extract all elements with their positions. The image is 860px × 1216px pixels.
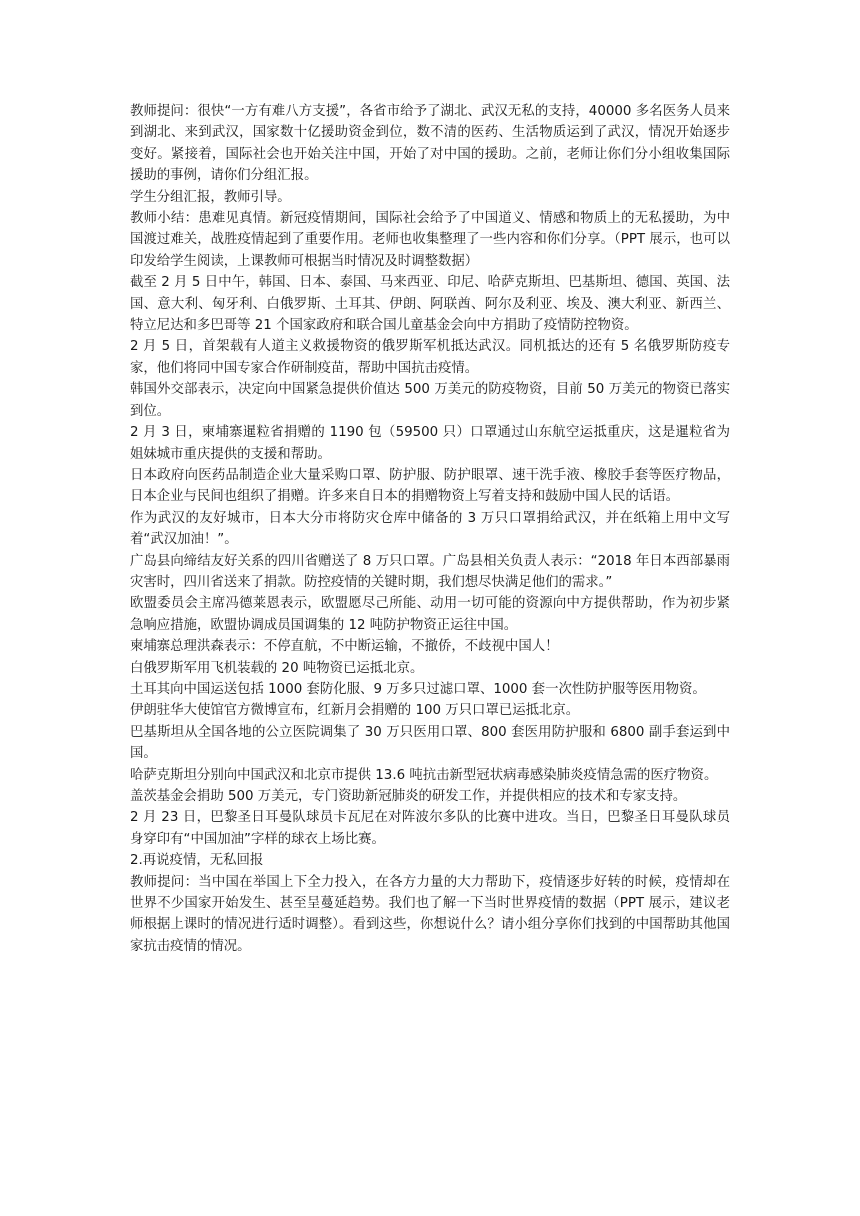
paragraph-oita: 作为武汉的友好城市，日本大分市将防灾仓库中储备的 3 万只口罩捐给武汉，并在纸箱上用中文写着“武汉加油！”。 <box>130 510 730 548</box>
paragraph-iran: 伊朗驻华大使馆官方微博宣布，红新月会捐赠的 100 万只口罩已运抵北京。 <box>130 703 580 719</box>
section-heading: 2.再说疫情，无私回报 <box>130 853 264 869</box>
paragraph-hun-sen: 柬埔寨总理洪森表示：不停直航，不中断运输，不撤侨，不歧视中国人！ <box>130 639 559 655</box>
paragraph-teacher-question-2: 教师提问：当中国在举国上下全力投入，在各方力量的大力帮助下，疫情逐步好转的时候，疫情却在世界不少国家开始发生、甚至呈蔓延趋势。我们也了解一下当时世界疫情的数据（PPT 展示，建议老师根据上课时的情况进行适时调整）。看到这些，你想说什么？请小组分享你们找到的中国帮助其他国家抗击疫情的情况。 <box>130 874 730 954</box>
paragraph-student-report: 学生分组汇报，教师引导。 <box>130 189 291 205</box>
paragraph-japan-government: 日本政府向医药品制造企业大量采购口罩、防护服、防护眼罩、速干洗手液、橡胶手套等医疗物品，日本企业与民间也组织了捐赠。许多来自日本的捐赠物资上写着支持和鼓励中国人民的话语。 <box>130 467 730 505</box>
paragraph-belarus: 白俄罗斯军用飞机装载的 20 吨物资已运抵北京。 <box>130 660 424 676</box>
paragraph-pakistan: 巴基斯坦从全国各地的公立医院调集了 30 万只医用口罩、800 套医用防护服和 6800 副手套运到中国。 <box>130 724 730 762</box>
paragraph-eu: 欧盟委员会主席冯德莱恩表示，欧盟愿尽己所能、动用一切可能的资源向中方提供帮助，作为初步紧急响应措施，欧盟协调成员国调集的 12 吨防护物资正运往中国。 <box>130 596 730 633</box>
paragraph-kazakhstan: 哈萨克斯坦分别向中国武汉和北京市提供 13.6 吨抗击新型冠状病毒感染肺炎疫情急需的医疗物资。 <box>130 767 718 783</box>
paragraph-korea: 韩国外交部表示，决定向中国紧急提供价值达 500 万美元的防疫物资，目前 50 万美元的物资已落实到位。 <box>130 382 730 419</box>
document-page <box>130 101 730 957</box>
paragraph-hiroshima: 广岛县向缔结友好关系的四川省赠送了 8 万只口罩。广岛县相关负责人表示：“2018 年日本西部暴雨灾害时，四川省送来了捐款。防控疫情的关键时期，我们想尽快满足他们的需求。” <box>130 553 730 590</box>
paragraph-russia: 2 月 5 日，首架载有人道主义救援物资的俄罗斯军机抵达武汉。同机抵达的还有 5 名俄罗斯防疫专家，他们将同中国专家合作研制疫苗，帮助中国抗击疫情。 <box>130 339 730 376</box>
paragraph-21-countries: 截至 2 月 5 日中午，韩国、日本、泰国、马来西亚、印尼、哈萨克斯坦、巴基斯坦、德国、英国、法国、意大利、匈牙利、白俄罗斯、土耳其、伊朗、阿联酋、阿尔及利亚、埃及、澳大利亚、新西兰、特立尼达和多巴哥等 21 个国家政府和联合国儿童基金会向中方捐助了疫情防控物资。 <box>130 275 730 334</box>
paragraph-teacher-summary: 教师小结：患难见真情。新冠疫情期间，国际社会给予了中国道义、情感和物质上的无私援助，为中国渡过难关，战胜疫情起到了重要作用。老师也收集整理了一些内容和你们分享。（PPT 展示，也可以印发给学生阅读，上课教师可根据当时情况及时调整数据） <box>130 211 730 269</box>
paragraph-turkey: 土耳其向中国运送包括 1000 套防化服、9 万多只过滤口罩、1000 套一次性防护服等医用物资。 <box>130 681 706 697</box>
paragraph-teacher-question-1: 教师提问：很快“一方有难八方支援”，各省市给予了湖北、武汉无私的支持，40000 多名医务人员来到湖北、来到武汉，国家数十亿援助资金到位，数不清的医药、生活物质运到了武汉，情况开始逐步变好。紧接着，国际社会也开始关注中国，开始了对中国的援助。之前，老师让你们分小组收集国际援助的事例，请你们分组汇报。 <box>130 104 730 184</box>
paragraph-psg: 2 月 23 日，巴黎圣日耳曼队球员卡瓦尼在对阵波尔多队的比赛中进攻。当日，巴黎圣日耳曼队球员身穿印有“中国加油”字样的球衣上场比赛。 <box>130 810 730 847</box>
paragraph-cambodia-siem-reap: 2 月 3 日，柬埔寨暹粒省捐赠的 1190 包（59500 只）口罩通过山东航空运抵重庆，这是暹粒省为姐妹城市重庆提供的支援和帮助。 <box>130 425 730 462</box>
paragraph-gates-foundation: 盖茨基金会捐助 500 万美元，专门资助新冠肺炎的研发工作，并提供相应的技术和专家支持。 <box>130 789 687 804</box>
